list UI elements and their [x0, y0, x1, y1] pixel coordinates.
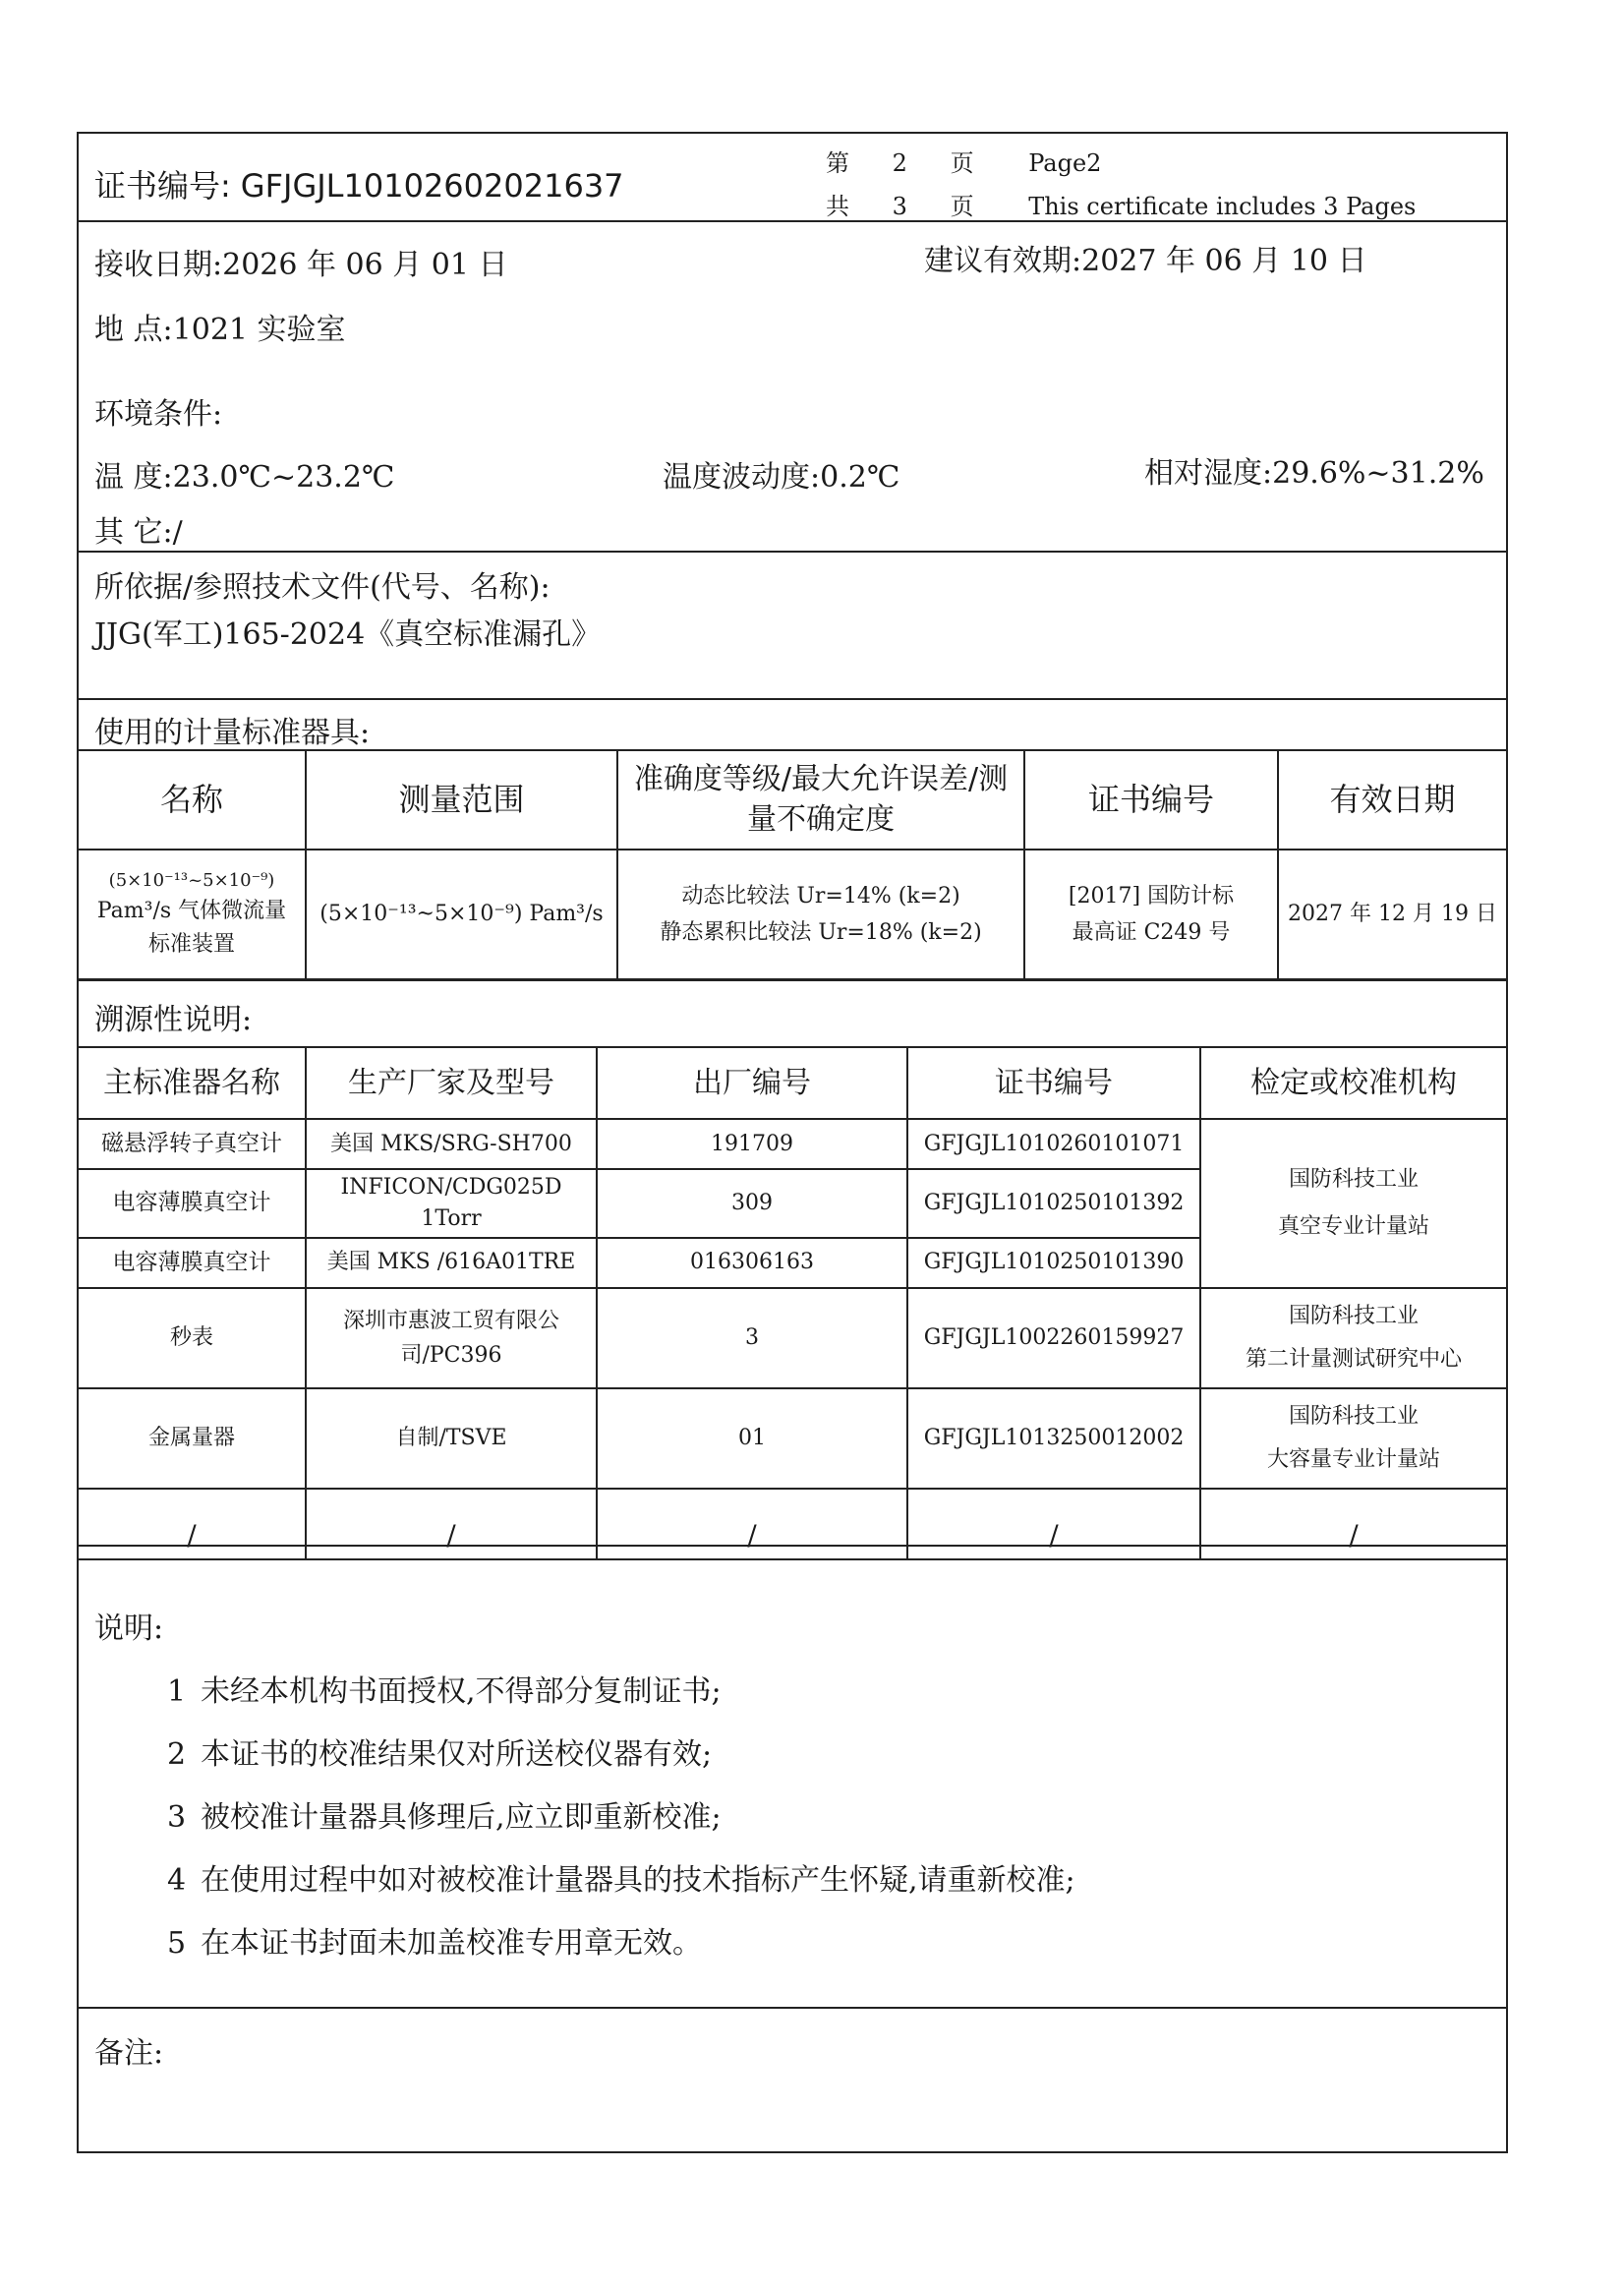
header-section [79, 134, 1506, 222]
note-text: 在使用过程中如对被校准计量器具的技术指标产生怀疑,请重新校准; [201, 1863, 1075, 1898]
info-section [79, 222, 1506, 553]
standards-table [79, 751, 1506, 980]
tr-maker: 美国 MKS/SRG-SH700 [306, 1119, 597, 1169]
tr-maker: 美国 MKS /616A01TRE [306, 1238, 597, 1288]
total-no: 3 [892, 193, 907, 220]
cert-number: GFJGJL10102602021637 [240, 167, 624, 205]
tr-serial: 191709 [597, 1119, 907, 1169]
tr-serial: 01 [597, 1388, 907, 1489]
total-unit: 页 [950, 193, 974, 220]
page-no: 2 [892, 149, 907, 177]
note-number: 1 [167, 1674, 187, 1709]
tr-name: 秒表 [79, 1288, 306, 1388]
page-prefix: 第 [826, 149, 849, 177]
tr-header-serial: 出厂编号 [597, 1048, 907, 1119]
valid-date: 建议有效期:2027 年 06 月 10 日 [924, 244, 1367, 278]
std-cert-line1: [2017] 国防计标 [1068, 883, 1235, 909]
tr-org-second-center [1200, 1288, 1506, 1388]
tr-org: / [1200, 1489, 1506, 1559]
page-number [826, 144, 1101, 178]
tr-maker-line2: 司/PC396 [400, 1342, 502, 1368]
tr-org-vacuum [1200, 1119, 1506, 1288]
basis-label: 所依据/参照技术文件(代号、名称): [94, 570, 551, 605]
note-item [167, 1792, 722, 1836]
tr-name: 电容薄膜真空计 [79, 1238, 306, 1288]
tr-org-line2: 第二计量测试研究中心 [1245, 1346, 1462, 1372]
note-number: 4 [167, 1863, 187, 1898]
note-number: 5 [167, 1926, 187, 1961]
std-name-line2: Pam³/s 气体微流量 [96, 898, 287, 923]
note-text: 未经本机构书面授权,不得部分复制证书; [201, 1674, 722, 1709]
table-row [79, 1288, 1506, 1388]
basis-document: JJG(军工)165-2024《真空标准漏孔》 [94, 617, 602, 652]
std-header-valid: 有效日期 [1278, 751, 1506, 850]
std-header-name: 名称 [79, 751, 306, 850]
tr-org-volume [1200, 1388, 1506, 1489]
note-text: 在本证书封面未加盖校准专用章无效。 [201, 1926, 702, 1961]
tr-maker: / [306, 1489, 597, 1559]
tr-name: 磁悬浮转子真空计 [79, 1119, 306, 1169]
table-row [79, 1119, 1506, 1169]
tr-maker [306, 1288, 597, 1388]
tr-name: / [79, 1489, 306, 1559]
tr-org-line2: 真空专业计量站 [1277, 1213, 1429, 1239]
tr-cert: / [907, 1489, 1200, 1559]
std-header-range: 测量范围 [306, 751, 617, 850]
environment-label: 环境条件: [94, 397, 223, 432]
tr-header-maker: 生产厂家及型号 [306, 1048, 597, 1119]
notes-section [79, 1545, 1506, 2009]
tr-serial: / [597, 1489, 907, 1559]
traceability-label: 溯源性说明: [94, 1003, 253, 1037]
page-unit: 页 [950, 149, 974, 177]
standards-label-row [79, 700, 1506, 751]
tr-org-line1: 国防科技工业 [1288, 1403, 1419, 1429]
notes-label: 说明: [94, 1612, 164, 1646]
cert-number-row [94, 161, 624, 206]
tr-cert: GFJGJL1010250101392 [907, 1169, 1200, 1238]
tr-serial: 016306163 [597, 1238, 907, 1288]
tr-maker-line1: 深圳市惠波工贸有限公 [342, 1308, 559, 1333]
certificate-page [77, 132, 1508, 2153]
tr-cert: GFJGJL1002260159927 [907, 1288, 1200, 1388]
other-conditions: 其 它:/ [94, 515, 183, 550]
std-header-cert: 证书编号 [1024, 751, 1278, 850]
location: 地 点:1021 实验室 [94, 313, 346, 347]
std-range: (5×10⁻¹³~5×10⁻⁹) Pam³/s [306, 850, 617, 979]
note-item [167, 1730, 712, 1773]
tr-cert: GFJGJL1013250012002 [907, 1388, 1200, 1489]
std-cert-line2: 最高证 C249 号 [1072, 920, 1231, 945]
table-row [79, 1388, 1506, 1489]
tr-cert: GFJGJL1010260101071 [907, 1119, 1200, 1169]
note-item [167, 1918, 702, 1962]
std-name [79, 850, 306, 979]
receive-date: 接收日期:2026 年 06 月 01 日 [94, 248, 508, 282]
note-number: 3 [167, 1800, 187, 1835]
traceability-header-row [79, 1048, 1506, 1119]
tr-org-line1: 国防科技工业 [1288, 1303, 1419, 1328]
note-item [167, 1855, 1075, 1899]
tr-name: 电容薄膜真空计 [79, 1169, 306, 1238]
page-en: Page2 [1028, 149, 1102, 177]
tr-header-cert: 证书编号 [907, 1048, 1200, 1119]
std-header-accuracy: 准确度等级/最大允许误差/测量不确定度 [617, 751, 1024, 850]
std-name-line1: (5×10⁻¹³~5×10⁻⁹) [108, 869, 275, 891]
std-accuracy [617, 850, 1024, 979]
standards-row [79, 850, 1506, 979]
std-cert [1024, 850, 1278, 979]
tr-maker: INFICON/CDG025D 1Torr [306, 1169, 597, 1238]
tr-header-name: 主标准器名称 [79, 1048, 306, 1119]
relative-humidity: 相对湿度:29.6%~31.2% [1144, 456, 1484, 491]
temperature-fluctuation: 温度波动度:0.2℃ [663, 460, 900, 495]
tr-serial: 3 [597, 1288, 907, 1388]
standards-header-row [79, 751, 1506, 850]
tr-name: 金属量器 [79, 1388, 306, 1489]
tr-org-line1: 国防科技工业 [1288, 1166, 1419, 1192]
remarks-section [79, 2009, 1506, 2151]
note-text: 本证书的校准结果仅对所送校仪器有效; [201, 1737, 713, 1772]
tr-org-line2: 大容量专业计量站 [1266, 1446, 1440, 1472]
tr-cert: GFJGJL1010250101390 [907, 1238, 1200, 1288]
cert-number-label: 证书编号: [94, 167, 231, 205]
note-item [167, 1667, 722, 1710]
standards-label: 使用的计量标准器具: [94, 716, 371, 750]
tr-serial: 309 [597, 1169, 907, 1238]
std-accuracy-line1: 动态比较法 Ur=14% (k=2) [681, 883, 960, 909]
temperature: 温 度:23.0℃~23.2℃ [94, 460, 395, 495]
std-accuracy-line2: 静态累积比较法 Ur=18% (k=2) [660, 920, 982, 945]
tr-maker: 自制/TSVE [306, 1388, 597, 1489]
total-pages [826, 187, 1416, 221]
basis-section [79, 553, 1506, 700]
tr-header-org: 检定或校准机构 [1200, 1048, 1506, 1119]
total-prefix: 共 [826, 193, 849, 220]
std-valid-date: 2027 年 12 月 19 日 [1278, 850, 1506, 979]
note-text: 被校准计量器具修理后,应立即重新校准; [201, 1800, 722, 1835]
traceability-table [79, 1048, 1506, 1560]
total-en: This certificate includes 3 Pages [1028, 193, 1417, 220]
note-number: 2 [167, 1737, 187, 1772]
std-name-line3: 标准装置 [147, 931, 235, 957]
remarks-label: 备注: [94, 2036, 164, 2071]
traceability-label-row [79, 979, 1506, 1048]
